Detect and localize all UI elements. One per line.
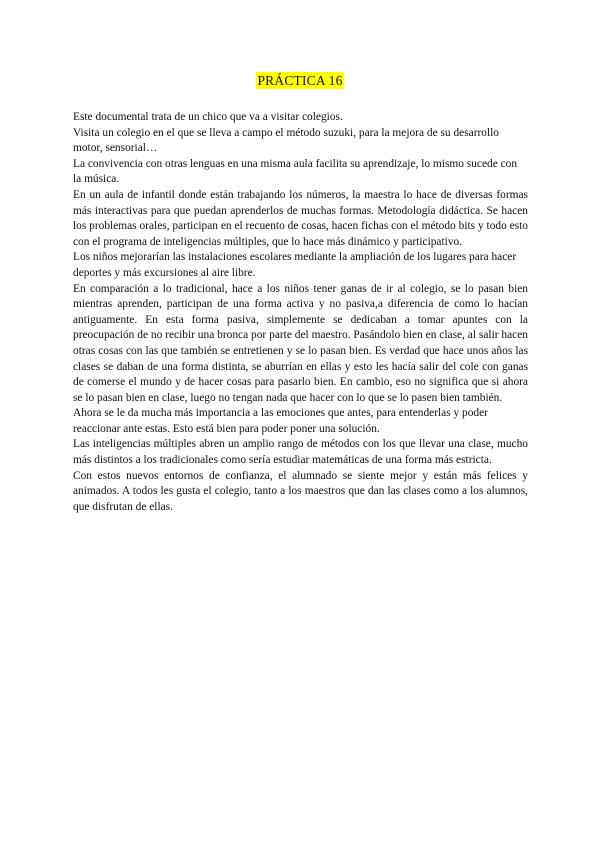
document-body [73, 110, 528, 515]
paragraph-languages: La convivencia con otras lenguas en una misma aula facilita su aprendizaje, lo mismo sucede con la música. [73, 157, 518, 186]
paragraph-emotions: Ahora se le da mucha más importancia a las emociones que antes, para entenderlas y poder reaccionar ante estas. Esto está bien para poder poner una solución. [73, 407, 488, 435]
paragraph-intro: Este documental trata de un chico que va a visitar colegios. [73, 111, 343, 123]
title-container [0, 72, 600, 90]
paragraph-facilities: Los niños mejorarían las instalaciones escolares mediante la ampliación de los lugares para hacer deportes y más excursiones al aire libre. [73, 251, 517, 279]
paragraph-intelligences: Las inteligencias múltiples abren un amplio rango de métodos con los que llevar una clase, mucho más distintos a los tradicionales como sería estudiar matemáticas de una forma más estricta. [73, 438, 528, 467]
paragraph-infantil: En un aula de infantil donde están trabajando los números, la maestra lo hace de diversas formas más interactivas para que puedan aprenderlos de muchas formas. Metodología didáctica. Se hacen los problemas orales, participan en el recuento de cosas, hacen fichas con el método bits y todo esto con el programa de inteligencias múltiples, que lo hace más dinámico y participativo. [73, 188, 528, 248]
paragraph-suzuki: Visita un colegio en el que se lleva a campo el método suzuki, para la mejora de su desarrollo motor, sensorial… [73, 126, 500, 155]
page-title: PRÁCTICA 16 [257, 73, 343, 88]
paragraph-conclusion: Con estos nuevos entornos de confianza, el alumnado se siente mejor y están más felices y animados. A todos les gusta el colegio, tanto a los maestros que dan las clases como a los alumnos, que disfrutan de ellas. [73, 469, 528, 513]
paragraph-comparison: En comparación a lo tradicional, hace a los niños tener ganas de ir al colegio, se lo pasan bien mientras aprenden, participan de una forma activa y no pasiva,a diferencia de como lo hacían antiguamente. En esta forma pasiva, simplemente se dedicaban a tomar apuntes con la preocupación de no recibir una bronca por parte del maestro. Pasándolo bien en clase, al salir hacen otras cosas con las que también se entretienen y se lo pasan bien. Es verdad que hace unos años las clases se daban de una forma distinta, se aburrían en ellas y esto les hacía salir del cole con ganas de comerse el mundo y de hacer cosas para pasarlo bien. En cambio, eso no significa que si ahora se lo pasan bien en clase, luego no tengan nada que hacer con lo que se lo pasen bien también. [73, 282, 528, 404]
